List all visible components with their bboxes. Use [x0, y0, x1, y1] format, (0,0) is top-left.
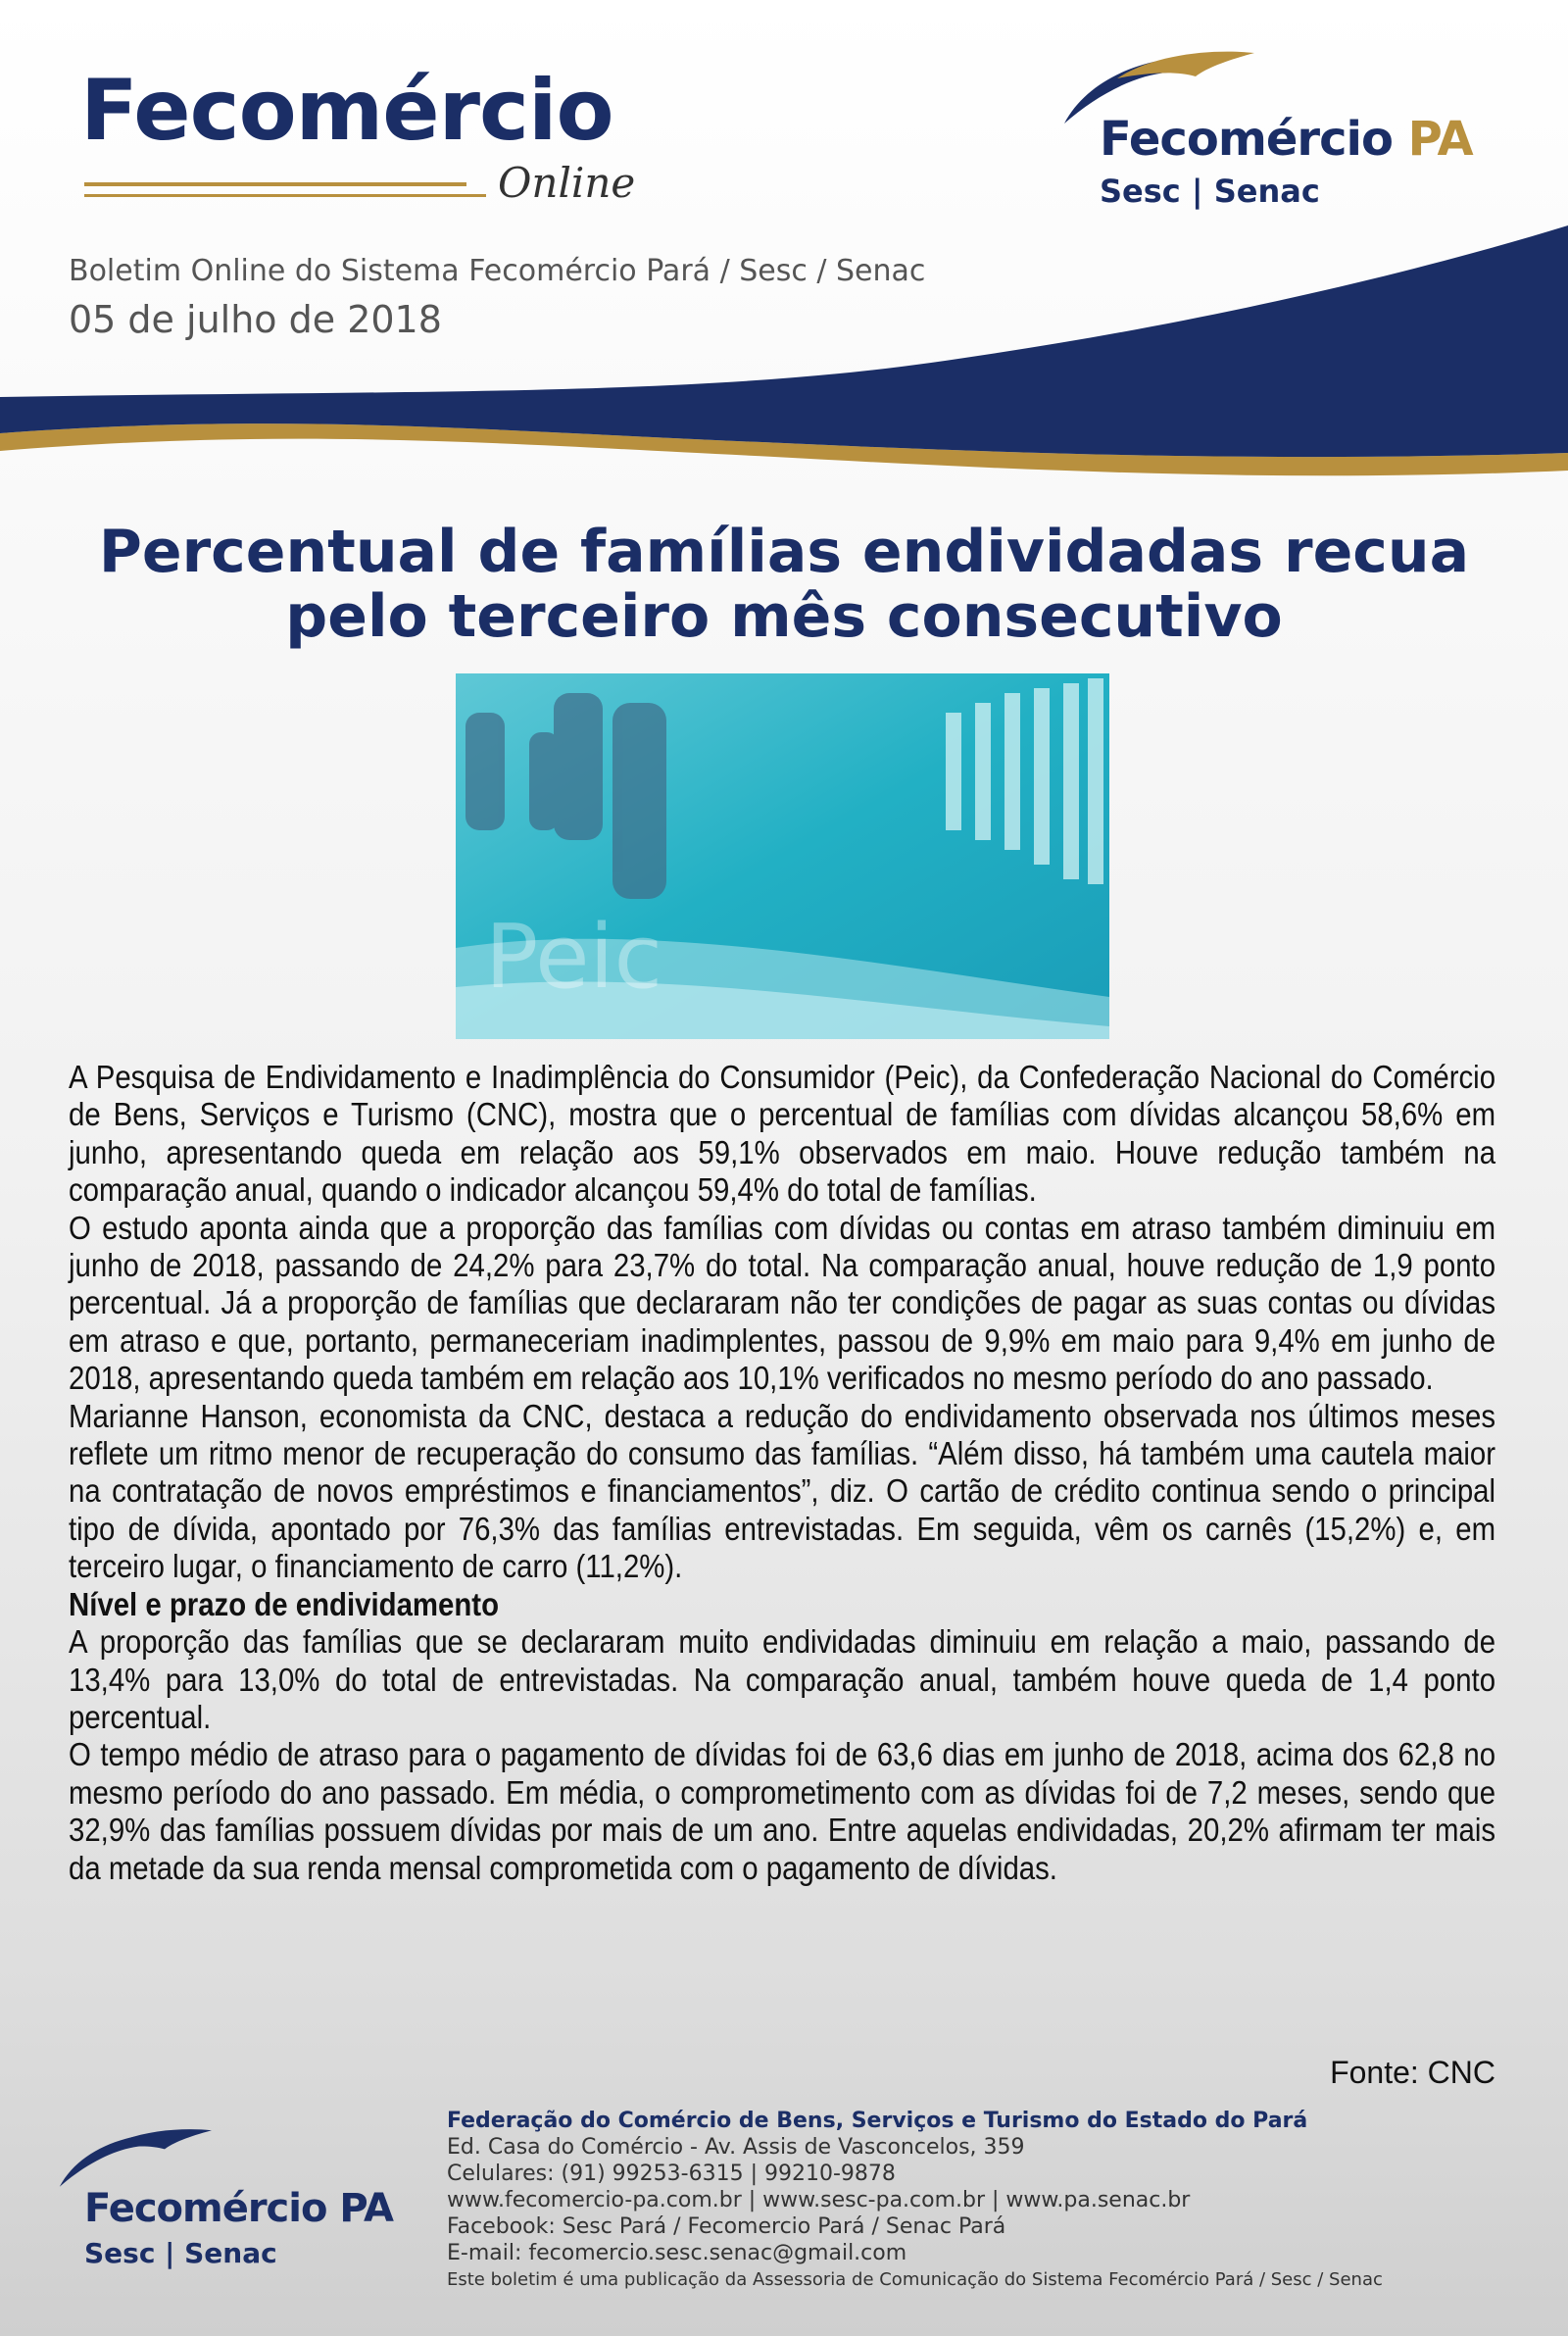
article-paragraph: O estudo aponta ainda que a proporção das famílias com dívidas ou contas em atraso também diminuiu em junho de 2018, passando de 24,2% para 23,7% do total. Na comparação anual, houve redução de 1,9 ponto percentual. Já a proporção de famílias que declararam não ter condições de pagar as suas contas ou dívidas em atraso e que, portanto, permaneceriam inadimplentes, passou de 9,9% em maio para 9,4% em junho de 2018, apresentando queda também em relação aos 10,1% verificados no mesmo período do ano passado. [69, 1209, 1496, 1397]
logo-brand-suffix: PA [1407, 112, 1473, 167]
bulletin-date: 05 de julho de 2018 [69, 298, 442, 341]
article-paragraph: A proporção das famílias que se declararam muito endividadas diminuiu em relação a maio, passando de 13,4% para 13,0% do total de entrevistadas. Na comparação anual, também houve queda de 1,4 ponto percentual. [69, 1623, 1496, 1735]
footer-address: Ed. Casa do Comércio - Av. Assis de Vasconcelos, 359 [447, 2135, 1025, 2160]
bulletin-subtitle: Boletim Online do Sistema Fecomércio Pará / Sesc / Senac [69, 254, 926, 288]
footer-facebook: Facebook: Sesc Pará / Fecomercio Pará / Senac Pará [447, 2214, 1006, 2239]
wing-icon [55, 2127, 212, 2190]
footer-logo-brand-name: Fecomércio [84, 2186, 327, 2231]
masthead-rule [84, 194, 486, 197]
footer-phones: Celulares: (91) 99253-6315 | 99210-9878 [447, 2162, 896, 2186]
article-photo [456, 673, 1109, 1039]
logo-brand-text [1100, 112, 1473, 167]
masthead-title: Fecomércio [80, 62, 613, 160]
logo-subbrands: Sesc | Senac [1100, 173, 1320, 210]
article-paragraph: A Pesquisa de Endividamento e Inadimplência do Consumidor (Peic), da Confederação Nacional do Comércio de Bens, Serviços e Turismo (CNC), mostra que o percentual de famílias com dívidas alcançou 58,6% em junho, apresentando queda em relação aos 59,1% observados em maio. Houve redução também na comparação anual, quando o indicador alcançou 59,4% do total de famílias. [69, 1059, 1496, 1209]
footer-websites[interactable]: www.fecomercio-pa.com.br | www.sesc-pa.com.br | www.pa.senac.br [447, 2188, 1191, 2212]
fecomercio-pa-logo [1058, 49, 1529, 216]
footer-note: Este boletim é uma publicação da Assessoria de Comunicação do Sistema Fecomércio Pará / Sesc / Senac [447, 2269, 1383, 2290]
footer-logo-brand-suffix: PA [339, 2186, 394, 2231]
logo-brand-name: Fecomércio [1100, 112, 1393, 167]
photo-overlay-text: Peic [485, 906, 662, 1009]
article-paragraph: Marianne Hanson, economista da CNC, destaca a redução do endividamento observada nos últimos meses reflete um ritmo menor de recuperação do consumo das famílias. “Além disso, há também uma cautela maior na contratação de novos empréstimos e financiamentos”, diz. O cartão de crédito continua sendo o principal tipo de dívida, apontado por 76,3% das famílias entrevistadas. Em seguida, vêm os carnês (15,2%) e, em terceiro lugar, o financiamento de carro (11,2%). [69, 1397, 1496, 1585]
masthead-rule [84, 182, 466, 186]
article-headline: Percentual de famílias endividadas recua pelo terceiro mês consecutivo [98, 518, 1470, 651]
article-paragraph: O tempo médio de atraso para o pagamento de dívidas foi de 63,6 dias em junho de 2018, acima dos 62,8 no mesmo período do ano passado. Em média, o comprometimento com as dívidas foi de 7,2 meses, sendo que 32,9% das famílias possuem dívidas por mais de um ano. Entre aquelas endividadas, 20,2% afirmam ter mais da metade da sua renda mensal comprometida com o pagamento de dívidas. [69, 1736, 1496, 1886]
masthead-tagline: Online [498, 159, 636, 207]
header-wave [0, 225, 1568, 510]
footer-email[interactable]: E-mail: fecomercio.sesc.senac@gmail.com [447, 2241, 907, 2265]
footer-logo [55, 2127, 427, 2274]
footer-org-name: Federação do Comércio de Bens, Serviços e Turismo do Estado do Pará [447, 2109, 1308, 2133]
footer-logo-brand [84, 2186, 393, 2231]
article-source: Fonte: CNC [1330, 2055, 1495, 2090]
footer-logo-subbrands: Sesc | Senac [84, 2237, 277, 2269]
article-body [69, 1059, 1495, 1887]
section-heading: Nível e prazo de endividamento [69, 1585, 500, 1622]
footer-contact-info [447, 2108, 1525, 2293]
